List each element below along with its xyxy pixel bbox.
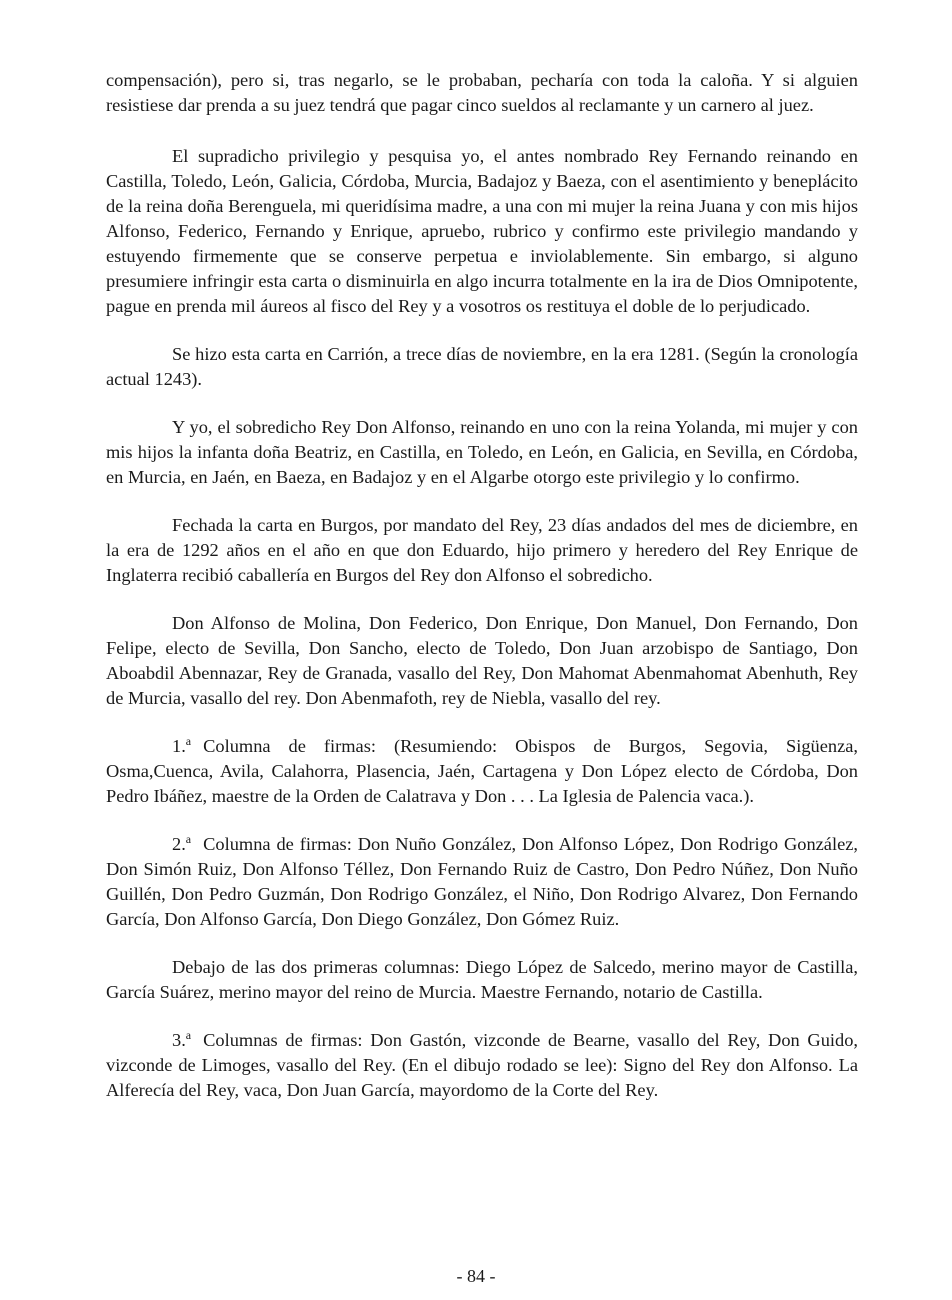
paragraph-3: Se hizo esta carta en Carrión, a trece días de noviembre, en la era 1281. (Según la cronología actual 1243). bbox=[106, 344, 858, 389]
column-number: 3. bbox=[172, 1030, 186, 1050]
page-number: - 84 - bbox=[456, 1266, 496, 1286]
paragraph-8 bbox=[106, 832, 858, 932]
ordinal-mark: a bbox=[185, 1027, 192, 1042]
paragraph-text: Columnas de firmas: Don Gastón, vizconde de Bearne, vasallo del Rey, Don Guido, vizconde de Limoges, vasallo del Rey. (En el dibujo rodado se lee): Signo del Rey don Alfonso. La Alferecía del Rey, vaca, Don Juan García, mayordomo de la Corte del Rey. bbox=[106, 1030, 858, 1100]
paragraph-4: Y yo, el sobredicho Rey Don Alfonso, reinando en uno con la reina Yolanda, mi mujer y con mis hijos la infanta doña Beatriz, en Castilla, en Toledo, en León, en Galicia, en Sevilla, en Córdoba, en Murcia, en Jaén, en Baeza, en Badajoz y en el Algarbe otorgo este privilegio y lo confirmo. bbox=[106, 417, 858, 487]
paragraph-7 bbox=[106, 734, 858, 809]
paragraph-9: Debajo de las dos primeras columnas: Diego López de Salcedo, merino mayor de Castilla, García Suárez, merino mayor del reino de Murcia. Maestre Fernando, notario de Castilla. bbox=[106, 957, 858, 1002]
paragraph-10 bbox=[106, 1028, 858, 1103]
paragraph-text: Columna de firmas: (Resumiendo: Obispos de Burgos, Segovia, Sigüenza, Osma,Cuenca, Avila, Calahorra, Plasencia, Jaén, Cartagena y Don López electo de Córdoba, Don Pedro Ibáñez, maestre de la Orden de Calatrava y Don . . . La Iglesia de Palencia vaca.). bbox=[106, 736, 858, 806]
ordinal-mark: a bbox=[185, 733, 192, 748]
paragraph-text: Columna de firmas: Don Nuño González, Don Alfonso López, Don Rodrigo González, Don Simón Ruiz, Don Alfonso Téllez, Don Fernando Ruiz de Castro, Don Pedro Núñez, Don Nuño Guillén, Don Pedro Guzmán, Don Rodrigo González, el Niño, Don Rodrigo Alvarez, Don Fernando García, Don Alfonso García, Don Diego González, Don Gómez Ruiz. bbox=[106, 834, 858, 929]
paragraph-6: Don Alfonso de Molina, Don Federico, Don Enrique, Don Manuel, Don Fernando, Don Felipe, electo de Sevilla, Don Sancho, electo de Toledo, Don Juan arzobispo de Santiago, Don Aboabdil Abennazar, Rey de Granada, vasallo del Rey, Don Mahomat Abenmahomat Abenhuth, Rey de Murcia, vasallo del rey. Don Abenmafoth, rey de Niebla, vasallo del rey. bbox=[106, 613, 858, 708]
document-body bbox=[106, 68, 858, 1126]
column-number: 1. bbox=[172, 736, 186, 756]
paragraph-1: compensación), pero si, tras negarlo, se le probaban, pecharía con toda la caloña. Y si alguien resistiese dar prenda a su juez tendrá que pagar cinco sueldos al reclamante y un carnero al juez. bbox=[106, 70, 858, 115]
paragraph-5: Fechada la carta en Burgos, por mandato del Rey, 23 días andados del mes de diciembre, en la era de 1292 años en el año en que don Eduardo, hijo primero y heredero del Rey Enrique de Inglaterra recibió caballería en Burgos del Rey don Alfonso el sobredicho. bbox=[106, 515, 858, 585]
column-number: 2. bbox=[172, 834, 186, 854]
paragraph-2: El supradicho privilegio y pesquisa yo, el antes nombrado Rey Fernando reinando en Castilla, Toledo, León, Galicia, Córdoba, Murcia, Badajoz y Baeza, con el asentimiento y beneplácito de la reina doña Berenguela, mi queridísima madre, a una con mi mujer la reina Juana y con mis hijos Alfonso, Federico, Fernando y Enrique, apruebo, rubrico y confirmo este privilegio mandando y estuyendo firmemente que se conserve perpetua e inviolablemente. Sin embargo, si alguno presumiere infringir esta carta o disminuirla en algo incurra totalmente en la ira de Dios Omnipotente, pague en prenda mil áureos al fisco del Rey y a vosotros os restituya el doble de lo perjudicado. bbox=[106, 146, 858, 316]
ordinal-mark: a bbox=[185, 831, 192, 846]
